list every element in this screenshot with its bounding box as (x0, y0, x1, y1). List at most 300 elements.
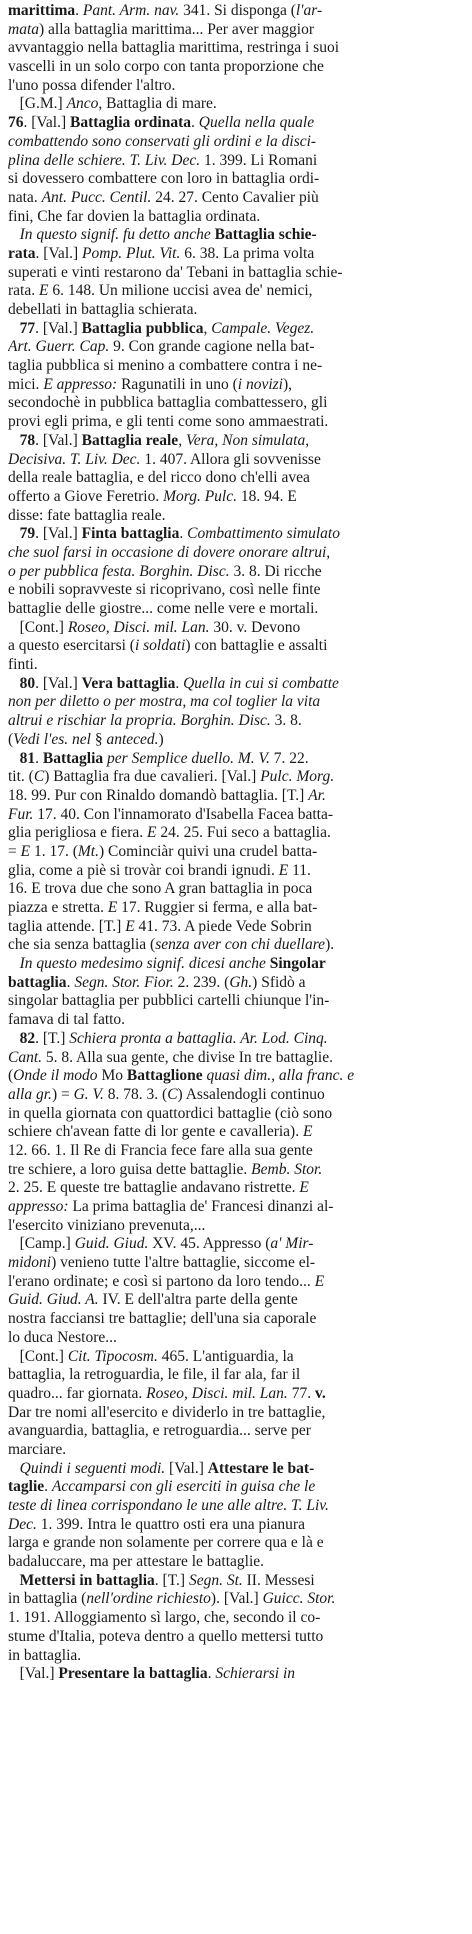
text-line (8, 245, 466, 264)
text-line (8, 544, 466, 563)
text-segment: . (207, 1665, 216, 1683)
text-segment: tit. ( (8, 768, 34, 786)
dictionary-page-text (8, 2, 466, 1930)
text-line (8, 563, 466, 582)
italic-text: che suol farsi in occasione di dovere onorare altrui, (8, 543, 331, 561)
text-line (8, 208, 466, 227)
italic-text: Combattimento simulato (187, 525, 340, 543)
text-line (8, 1105, 466, 1124)
italic-text: E appresso: (43, 375, 118, 393)
text-segment: battaglia, la retroguardia, le file, il far ala, far il (8, 1366, 301, 1384)
italic-text: Onde il modo (13, 1067, 98, 1085)
italic-text: E (20, 842, 31, 860)
text-line (8, 1665, 466, 1684)
text-segment: . (191, 114, 199, 132)
text-segment (8, 955, 20, 972)
text-segment: battaglie delle giostre... come nelle vere e mortali. (8, 600, 319, 617)
italic-text: Fur. (8, 805, 34, 823)
text-line (8, 1497, 466, 1516)
italic-text: Roseo, Disci. mil. Lan. (146, 1384, 288, 1402)
italic-text: midoni (8, 1254, 52, 1272)
text-line (8, 77, 466, 96)
text-segment: 5. 8. Alla sua gente, che divise In tre battaglie. (42, 1048, 333, 1066)
text-segment: 2. 239. ( (173, 973, 230, 991)
text-line (8, 1516, 466, 1535)
bold-term: Battaglia (42, 749, 104, 767)
italic-text: Guid. Giud. A. (8, 1291, 99, 1309)
italic-text: o per pubblica festa. Borghin. Disc. (8, 562, 230, 580)
text-line (8, 226, 466, 245)
italic-text: non per diletto o per mostra, ma col toglier la vita (8, 693, 321, 711)
text-segment: 465. L'antiguardia, la (157, 1347, 294, 1365)
bold-term: 82 (19, 1029, 36, 1047)
text-line (8, 507, 466, 526)
text-segment: = (8, 842, 21, 860)
text-line (8, 1441, 466, 1460)
text-line (8, 95, 466, 114)
text-segment: fini, Che far dovien la battaglia ordinata. (8, 207, 261, 225)
text-segment: 7. 22. (269, 749, 309, 767)
italic-text: Quella nella quale (198, 114, 315, 132)
bold-term: rata (8, 244, 36, 262)
text-line (8, 1067, 466, 1086)
text-segment: 1. 17. ( (30, 842, 78, 860)
text-line (8, 899, 466, 918)
italic-text: Ar. (308, 786, 326, 804)
text-segment: ) alla battaglia marittima... Per aver maggior (39, 20, 315, 38)
text-segment: ( (8, 1067, 14, 1085)
text-segment: della reale battaglia, e del ricco dono ch'elli avea (8, 469, 310, 487)
text-segment: taglia attende. [T.] (8, 917, 126, 935)
text-segment: 18. 94. E (237, 487, 297, 505)
italic-text: teste di linea corrispondano le une alle altre. T. Liv. (8, 1497, 329, 1514)
bold-term: marittima (8, 2, 76, 19)
italic-text: Cant. (8, 1048, 43, 1066)
text-segment: a questo esercitarsi ( (8, 637, 135, 655)
bold-term: Presentare la battaglia (58, 1665, 208, 1683)
text-line (8, 488, 466, 507)
text-line (8, 1460, 466, 1479)
text-line (8, 1273, 466, 1292)
text-line (8, 469, 466, 488)
text-line (8, 301, 466, 320)
italic-text: plina delle schiere. T. Liv. Dec. (8, 151, 201, 169)
text-segment: ) (158, 730, 164, 748)
text-segment: 8. 78. 3. ( (103, 1085, 168, 1103)
italic-text: Decisiva. T. Liv. Dec. (8, 450, 141, 468)
text-segment: in quella giornata con quattordici battaglie (ciò sono (8, 1104, 333, 1122)
text-line (8, 1030, 466, 1049)
text-segment: mici. (8, 375, 44, 393)
text-segment: ), (282, 375, 293, 393)
italic-text: E (147, 824, 157, 842)
text-segment: 24. 27. Cento Cavalier più (151, 188, 319, 206)
text-segment: che sia senza battaglia ( (8, 936, 156, 954)
text-line (8, 656, 466, 675)
text-segment: La prima battaglia de' Francesi dinanzi al- (68, 1198, 334, 1215)
text-segment: [Val.] (165, 1459, 208, 1477)
italic-text: alla gr. (8, 1085, 52, 1103)
text-line (8, 619, 466, 638)
italic-text: Segn. St. (188, 1571, 243, 1589)
text-segment: IV. E dell'altra parte della gente (98, 1291, 298, 1309)
text-line (8, 693, 466, 712)
bold-term: 76 (8, 114, 24, 132)
italic-text: Guid. Giud. (74, 1235, 149, 1253)
italic-text: Vera, Non simulata, (185, 431, 310, 449)
text-segment (8, 675, 20, 692)
bold-term: Battaglia reale (81, 431, 179, 449)
text-line (8, 413, 466, 432)
text-line (8, 264, 466, 283)
bold-term: Vera battaglia (81, 674, 176, 692)
text-segment: famava di tal fatto. (8, 1011, 126, 1029)
text-segment: offerto a Giove Feretrio. (8, 487, 164, 505)
text-segment: . [Val.] (23, 114, 70, 132)
text-line (8, 712, 466, 731)
text-segment: l'erano ordinate; e così si partono da loro tendo... (8, 1272, 315, 1290)
text-segment: [G.M.] (8, 95, 67, 113)
text-segment: 24. 25. Fui seco a battaglia. (156, 824, 331, 842)
text-segment: piazza e stretta. (8, 899, 108, 916)
text-segment: Dar tre nomi all'esercito e dividerlo in tre battaglie, (8, 1403, 326, 1421)
bold-term: Battaglia ordinata (70, 114, 191, 132)
text-line (8, 768, 466, 787)
text-line (8, 1590, 466, 1609)
text-line (8, 1217, 466, 1236)
text-segment: . (66, 973, 75, 991)
text-segment: 11. (288, 861, 311, 879)
text-line (8, 189, 466, 208)
italic-text: E (314, 1272, 325, 1290)
text-line (8, 731, 466, 750)
text-segment: ) Battaglia fra due cavalieri. [Val.] (44, 768, 261, 786)
text-segment: 1. 399. Li Romani (200, 151, 318, 169)
text-segment: larga e grande non solamente per correre qua e là e (8, 1534, 324, 1552)
text-segment: rata. (8, 282, 39, 300)
italic-text: Dec. (8, 1515, 37, 1533)
text-line (8, 320, 466, 339)
text-segment: 1. 191. Alloggiamento sì largo, che, secondo il co- (8, 1609, 321, 1627)
text-segment: taglia pubblica si menino a combattere contra i ne- (8, 357, 323, 375)
text-segment: . [Val.] (35, 525, 82, 543)
text-segment: 3. 8. Di ricche (229, 562, 322, 580)
text-segment: 3. 8. (270, 712, 302, 730)
text-line (8, 1142, 466, 1161)
text-segment: ). (325, 936, 335, 954)
italic-text: Schiera pronta a battaglia. Ar. Lod. Cinq. (69, 1029, 328, 1047)
bold-term: 81 (19, 749, 36, 767)
italic-text: Cit. Tipocosm. (67, 1347, 158, 1365)
text-segment: [Val.] (8, 1665, 59, 1683)
italic-text: per Semplice duello. M. V. (107, 749, 270, 767)
text-line (8, 1179, 466, 1198)
text-line (8, 451, 466, 470)
text-segment: 30. v. Devono (209, 618, 301, 636)
bold-term: 79 (19, 525, 36, 543)
italic-text: appresso: (8, 1198, 69, 1215)
italic-text: nell'ordine richiesto (86, 1590, 211, 1608)
text-line (8, 918, 466, 937)
text-line (8, 581, 466, 600)
bold-term: v. (314, 1384, 326, 1402)
italic-text: quasi dim., alla franc. e (206, 1067, 355, 1085)
italic-text: anteced. (106, 730, 159, 748)
italic-text: E (38, 282, 49, 300)
text-segment: XV. 45. Appresso ( (148, 1235, 271, 1253)
text-line (8, 58, 466, 77)
italic-text: Vedi l'es. nel (13, 730, 91, 748)
text-segment: lo duca Nestore... (8, 1328, 117, 1346)
text-segment: . [Val.] (35, 431, 82, 449)
italic-text: Pant. Arm. nav. (82, 2, 180, 19)
italic-text: E (299, 1179, 309, 1197)
text-segment (8, 1460, 20, 1477)
text-segment: 341. Si disponga ( (179, 2, 296, 19)
text-line (8, 637, 466, 656)
text-segment: . (44, 1478, 52, 1496)
text-segment (8, 525, 20, 542)
italic-text: mata (8, 20, 39, 38)
text-line (8, 824, 466, 843)
italic-text: E (278, 861, 289, 879)
italic-text: Art. Guerr. Cap. (8, 338, 110, 356)
text-line (8, 750, 466, 769)
text-line (8, 974, 466, 993)
text-line (8, 39, 466, 58)
text-segment: quadro... far giornata. (8, 1384, 147, 1402)
text-line (8, 806, 466, 825)
text-line (8, 1647, 466, 1666)
italic-text: senza aver con chi duellare (155, 936, 326, 954)
text-segment (8, 1030, 20, 1047)
text-line (8, 1422, 466, 1441)
text-line (8, 843, 466, 862)
text-segment: . [T.] (35, 1029, 70, 1047)
text-segment: glia, come a piè si trovàr coi brandi ignudi. (8, 861, 279, 879)
text-segment: Ragunatili in uno ( (117, 375, 238, 393)
text-segment: nostra facciansi tre battaglie; dell'una sia caporale (8, 1310, 317, 1328)
text-line (8, 1366, 466, 1385)
text-segment: superati e vinti restarono da' Tebani in battaglia schie- (8, 263, 343, 281)
text-segment (8, 1572, 20, 1589)
italic-text: Pomp. Plut. Vit. (82, 244, 181, 262)
italic-text: E (302, 1123, 313, 1141)
italic-text: i novizi (237, 375, 283, 393)
text-segment: . [T.] (154, 1571, 189, 1589)
text-segment: avvantaggio nella battaglia marittima, restringa i suoi (8, 39, 339, 57)
text-line (8, 1572, 466, 1591)
text-segment: debellati in battaglia schierata. (8, 301, 198, 318)
text-line (8, 1534, 466, 1553)
text-segment: 1. 399. Intra le quattro osti era una pianura (36, 1515, 305, 1533)
text-line (8, 600, 466, 619)
italic-text: C (33, 768, 45, 786)
italic-text: G. V. (73, 1085, 104, 1103)
text-line (8, 376, 466, 395)
text-segment: . [Val.] (35, 244, 83, 262)
text-segment: 12. 66. 1. Il Re di Francia fece fare alla sua gente (8, 1141, 313, 1159)
text-segment: ) con battaglie e assalti (185, 637, 328, 655)
text-segment: . (179, 525, 188, 543)
text-line (8, 1011, 466, 1030)
text-segment: secondochè in pubblica battaglia combattessero, gli (8, 394, 328, 412)
italic-text: Campale. Vegez. (211, 319, 315, 337)
text-segment: singolar battaglia per pubblici cartelli chiunque l'in- (8, 992, 330, 1010)
text-line (8, 1478, 466, 1497)
text-segment: 18. 99. Pur con Rinaldo domandò battaglia. [T.] (8, 786, 309, 804)
italic-text: i soldati (134, 637, 186, 655)
bold-term: Battaglione (126, 1067, 203, 1085)
text-segment: Mo (97, 1067, 127, 1085)
text-segment: ) Assalendogli continuo (177, 1085, 325, 1103)
text-line (8, 1348, 466, 1367)
text-segment: 9. Con grande cagione nella bat- (109, 338, 315, 356)
text-segment: . [Val.] (35, 319, 82, 337)
italic-text: E (125, 917, 135, 935)
text-line (8, 936, 466, 955)
text-segment: [Cont.] (8, 618, 68, 636)
text-segment (8, 226, 20, 243)
italic-text: Guicc. Stor. (262, 1590, 336, 1608)
text-segment: provi egli prima, e gli tenti come sono ammaestrati. (8, 413, 329, 431)
text-line (8, 114, 466, 133)
text-line (8, 992, 466, 1011)
text-line (8, 1385, 466, 1404)
italic-text: Mt. (77, 842, 99, 860)
text-line (8, 1086, 466, 1105)
italic-text: E (107, 899, 118, 916)
italic-text: Segn. Stor. Fior. (74, 973, 174, 991)
text-segment (8, 320, 20, 337)
text-line (8, 1404, 466, 1423)
text-line (8, 21, 466, 40)
text-segment: , Battaglia di mare. (98, 95, 217, 113)
text-line (8, 1235, 466, 1254)
text-segment: nata. (8, 188, 42, 206)
bold-term: Attestare le bat- (207, 1459, 315, 1477)
text-line (8, 1291, 466, 1310)
italic-text: Morg. Pulc. (163, 487, 237, 505)
bold-term: Mettersi in battaglia (19, 1571, 155, 1589)
text-line (8, 152, 466, 171)
italic-text: Quella in cui si combatte (183, 674, 339, 692)
text-line (8, 1049, 466, 1068)
text-line (8, 1123, 466, 1142)
bold-term: 77 (19, 319, 36, 337)
italic-text: Ant. Pucc. Centil. (41, 188, 152, 206)
italic-text: Anco (66, 95, 99, 113)
text-segment: tre schiere, a loro guisa dette battaglie. (8, 1160, 252, 1178)
bold-term: 80 (19, 674, 36, 692)
italic-text: combattendo sono conservati gli ordini e la disci- (8, 132, 317, 150)
text-segment: . (175, 674, 184, 692)
text-line (8, 1329, 466, 1348)
text-line (8, 880, 466, 899)
text-segment: marciare. (8, 1440, 67, 1458)
text-segment: 17. 40. Con l'innamorato d'Isabella Facea batta- (33, 805, 333, 823)
text-line (8, 1628, 466, 1647)
text-segment: . [Val.] (35, 674, 82, 692)
text-line (8, 787, 466, 806)
text-segment (8, 432, 20, 449)
italic-text: a' Mir- (270, 1235, 314, 1253)
text-segment: 17. Ruggier si ferma, e alla bat- (117, 899, 318, 916)
text-line (8, 862, 466, 881)
bold-term: battaglia (8, 973, 67, 991)
italic-text: Bemb. Stor. (251, 1160, 323, 1178)
text-line (8, 1161, 466, 1180)
bold-term: 78 (19, 431, 36, 449)
text-segment: ) venieno tutte l'altre battaglie, siccome el- (51, 1254, 316, 1272)
text-line (8, 2, 466, 21)
text-line (8, 1553, 466, 1572)
text-line (8, 1609, 466, 1628)
text-line (8, 338, 466, 357)
bold-term: Finta battaglia (81, 525, 180, 543)
text-line (8, 282, 466, 301)
italic-text: Accamparsi con gli eserciti in guisa che le (51, 1478, 316, 1496)
text-segment: in battaglia ( (8, 1590, 87, 1608)
text-segment: ). [Val.] (210, 1590, 263, 1608)
text-line (8, 133, 466, 152)
text-segment: e nobili sopravveste si ricoprivano, così nelle finte (8, 581, 321, 599)
bold-term: Battaglia schie- (214, 226, 317, 244)
text-segment: ) = (51, 1085, 74, 1103)
text-segment: avanguardia, battaglia, e retroguardia... serve per (8, 1422, 311, 1440)
text-segment: si dovessero combattere con loro in battaglia ordi- (8, 170, 320, 188)
text-segment: 77. (287, 1384, 315, 1402)
text-segment: 2. 25. E queste tre battaglie andavano ristrette. (8, 1179, 300, 1197)
text-line (8, 432, 466, 451)
text-segment: badaluccare, ma per attestare le battaglie. (8, 1553, 265, 1571)
text-segment: , (203, 319, 212, 337)
text-line (8, 675, 466, 694)
text-line (8, 170, 466, 189)
text-segment: 6. 38. La prima volta (180, 244, 315, 262)
text-segment: [Camp.] (8, 1235, 75, 1253)
bold-term: Battaglia pubblica (81, 319, 204, 337)
text-line (8, 1254, 466, 1273)
text-segment: 1. 407. Allora gli sovvenisse (140, 450, 321, 468)
italic-text: l'ar- (295, 2, 323, 19)
italic-text: Schierarsi in (215, 1665, 296, 1683)
text-segment: 6. 148. Un milione uccisi avea de' nemici, (48, 282, 313, 300)
italic-text: Roseo, Disci. mil. Lan. (67, 618, 210, 636)
text-segment: ) Cominciàr quivi una crudel batta- (98, 842, 318, 860)
text-segment: l'esercito viniziano prevenuta,... (8, 1216, 206, 1234)
bold-term: taglie (8, 1478, 45, 1496)
text-segment: ( (8, 730, 14, 748)
text-segment: glia perigliosa e fiera. (8, 824, 148, 842)
text-segment: vascelli in un solo corpo con tanta proporzione che (8, 58, 324, 76)
text-segment: II. Messesi (242, 1571, 315, 1589)
italic-text: In questo medesimo signif. dicesi anche (19, 955, 266, 973)
text-line (8, 357, 466, 376)
text-segment (8, 750, 20, 767)
text-segment: . (35, 749, 43, 767)
text-line (8, 955, 466, 974)
italic-text: Quindi i seguenti modi. (19, 1459, 166, 1477)
text-segment: in battaglia. (8, 1646, 82, 1664)
bold-term: Singolar (269, 955, 326, 973)
text-line (8, 394, 466, 413)
italic-text: Gh. (229, 973, 253, 991)
text-segment: disse: fate battaglia reale. (8, 506, 166, 524)
text-line (8, 525, 466, 544)
italic-text: altrui e rischiar la propria. Borghin. Disc. (8, 712, 271, 730)
text-segment: . (75, 2, 83, 19)
